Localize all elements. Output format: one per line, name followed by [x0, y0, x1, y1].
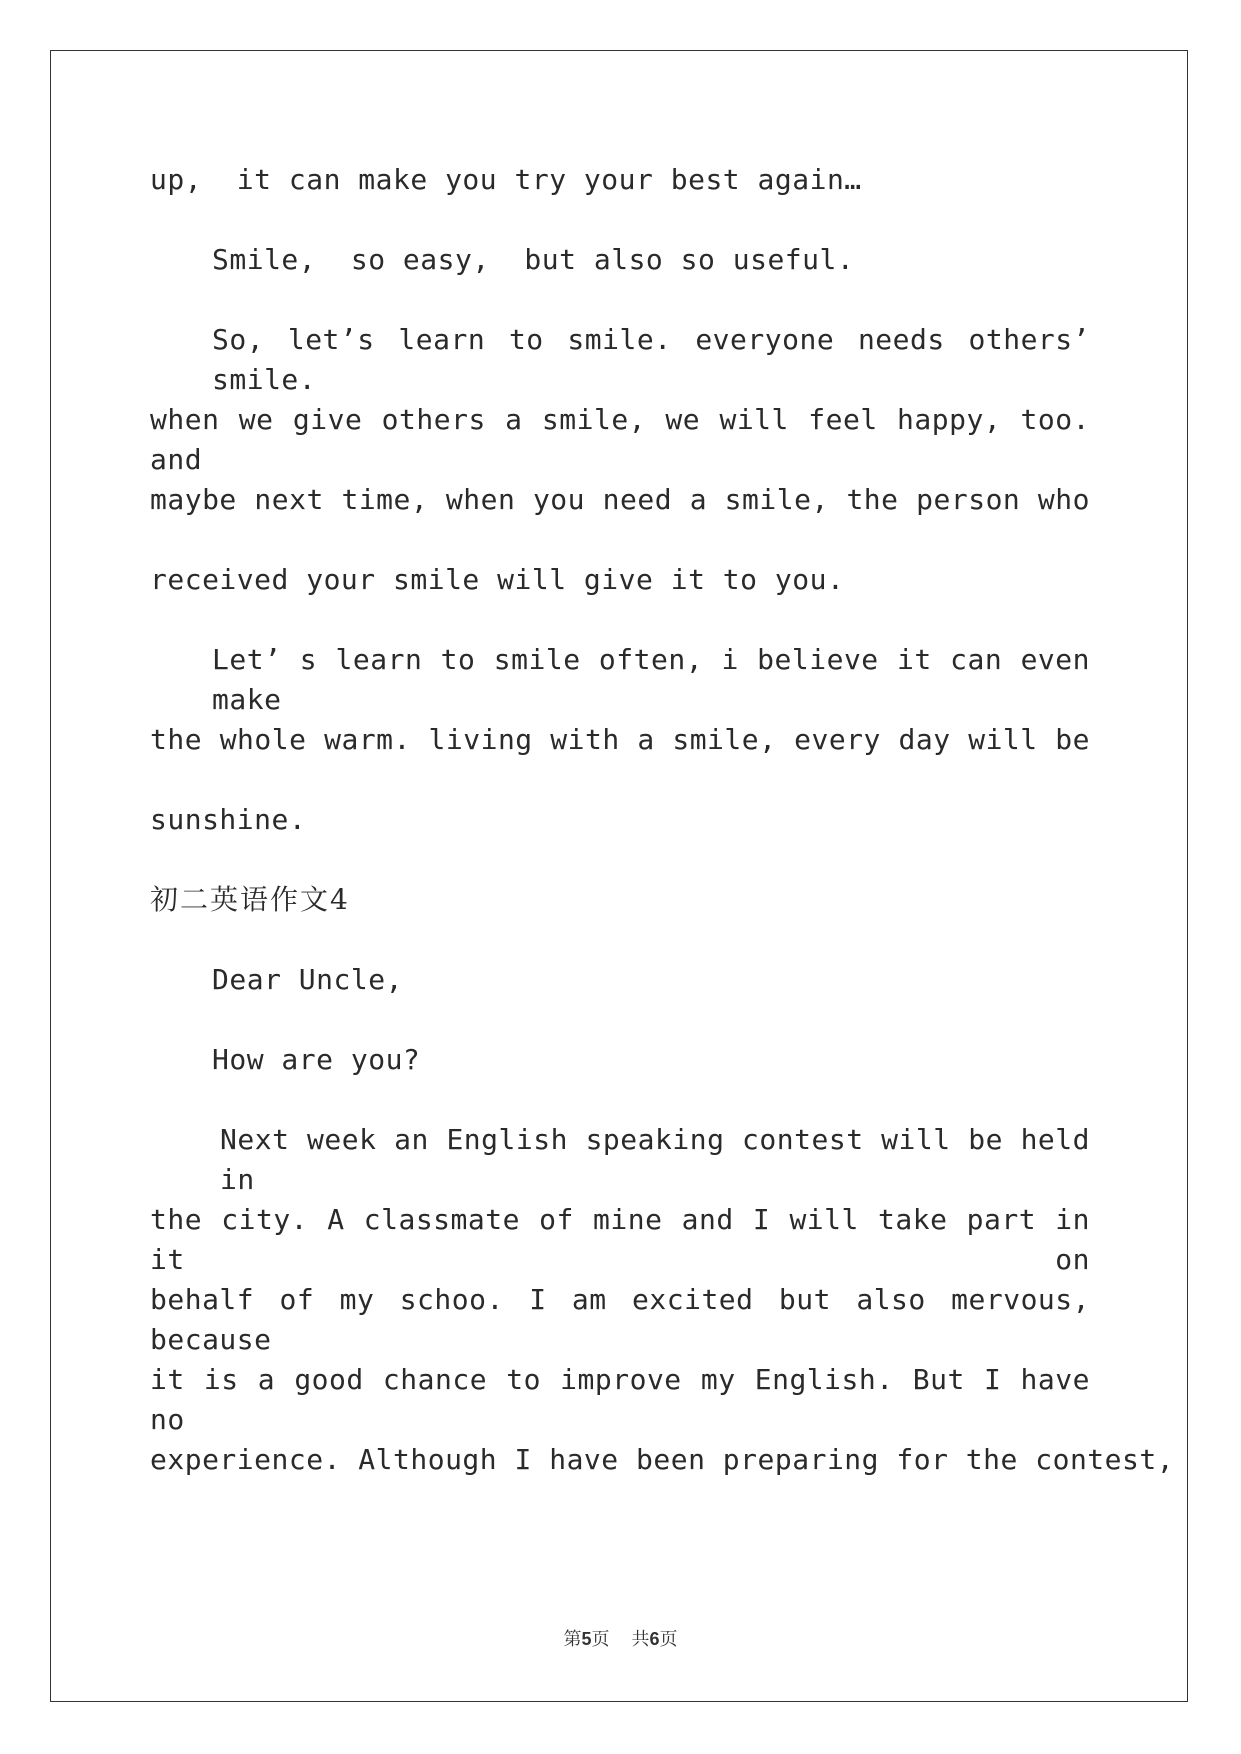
section-heading: 初二英语作文4	[150, 883, 350, 916]
total-prefix: 共	[631, 1629, 650, 1650]
text-line: it is a good chance to improve my English. But I have no	[150, 1363, 1090, 1436]
text-line: Next week an English speaking contest will be held in	[220, 1123, 1090, 1196]
total-suffix: 页	[659, 1629, 678, 1650]
page-current: 5	[581, 1629, 592, 1649]
text-line: the whole warm. living with a smile, every day will be	[150, 723, 1090, 756]
page-suffix: 页	[591, 1629, 610, 1650]
text-line: received your smile will give it to you.	[150, 563, 845, 596]
text-line: the city. A classmate of mine and I will take part in it on	[150, 1203, 1090, 1276]
text-line: behalf of my schoo. I am excited but also mervous, because	[150, 1283, 1090, 1356]
page-footer	[0, 1625, 1241, 1651]
page-prefix: 第	[563, 1629, 582, 1650]
page-total: 6	[649, 1629, 660, 1649]
text-line: experience. Although I have been preparing for the contest,	[150, 1443, 1175, 1476]
text-line: So, let’s learn to smile. everyone needs others’ smile.	[212, 323, 1090, 396]
text-line: Let’ s learn to smile often, i believe it can even make	[212, 643, 1090, 716]
text-line: How are you?	[212, 1043, 421, 1076]
text-line: maybe next time, when you need a smile, the person who	[150, 483, 1090, 516]
text-line: Dear Uncle,	[212, 963, 403, 996]
text-line: up, it can make you try your best again…	[150, 163, 862, 196]
text-line: sunshine.	[150, 803, 307, 836]
text-line: when we give others a smile, we will feel happy, too. and	[150, 403, 1090, 476]
text-line: Smile, so easy, but also so useful.	[212, 243, 855, 276]
